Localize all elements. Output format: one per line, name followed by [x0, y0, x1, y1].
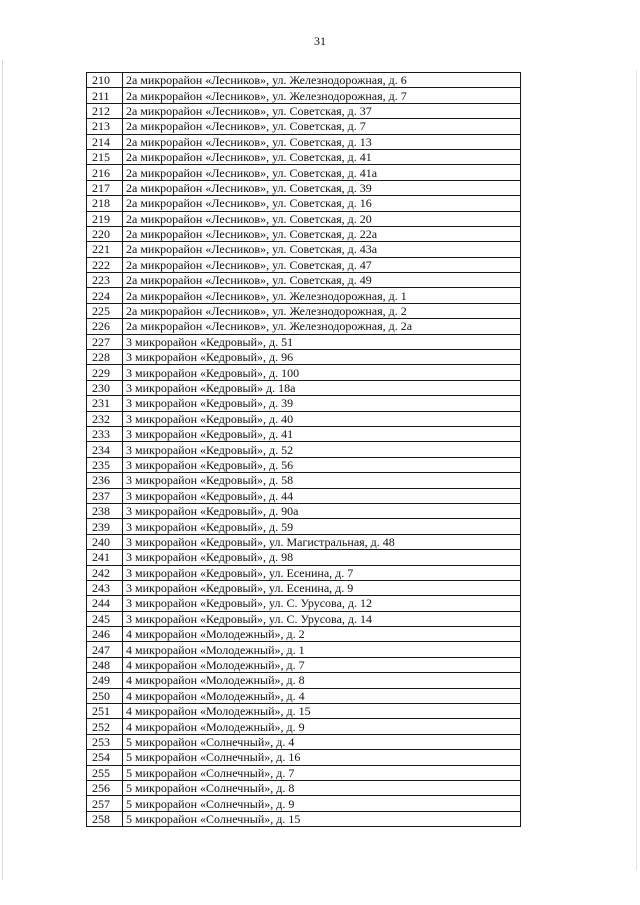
table-row [87, 180, 521, 195]
table-row [87, 119, 521, 134]
row-number: 244 [87, 596, 123, 611]
row-address: 2а микрорайон «Лесников», ул. Советская, д. 7 [123, 119, 521, 134]
row-address: 3 микрорайон «Кедровый», д. 51 [123, 334, 521, 349]
row-address: 2а микрорайон «Лесников», ул. Советская, д. 16 [123, 196, 521, 211]
row-address: 3 микрорайон «Кедровый», д. 39 [123, 396, 521, 411]
table-row [87, 334, 521, 349]
table-row [87, 704, 521, 719]
row-number: 254 [87, 750, 123, 765]
row-number: 246 [87, 627, 123, 642]
row-address: 4 микрорайон «Молодежный», д. 1 [123, 642, 521, 657]
row-number: 232 [87, 411, 123, 426]
row-address: 2а микрорайон «Лесников», ул. Железнодорожная, д. 1 [123, 288, 521, 303]
row-number: 245 [87, 611, 123, 626]
row-address: 3 микрорайон «Кедровый», ул. С. Урусова, д. 14 [123, 611, 521, 626]
row-number: 252 [87, 719, 123, 734]
row-number: 235 [87, 457, 123, 472]
scan-edge-right [636, 70, 637, 870]
page-number: 31 [314, 34, 326, 48]
table-row [87, 596, 521, 611]
address-table [86, 72, 521, 827]
table-row [87, 73, 521, 88]
table-row [87, 226, 521, 241]
row-address: 2а микрорайон «Лесников», ул. Советская, д. 20 [123, 211, 521, 226]
row-address: 4 микрорайон «Молодежный», д. 8 [123, 673, 521, 688]
row-number: 258 [87, 811, 123, 826]
table-row [87, 350, 521, 365]
row-address: 4 микрорайон «Молодежный», д. 4 [123, 688, 521, 703]
row-address: 3 микрорайон «Кедровый», д. 100 [123, 365, 521, 380]
row-address: 2а микрорайон «Лесников», ул. Железнодорожная, д. 2а [123, 319, 521, 334]
row-address: 2а микрорайон «Лесников», ул. Советская, д. 43а [123, 242, 521, 257]
table-row [87, 442, 521, 457]
row-address: 3 микрорайон «Кедровый», д. 96 [123, 350, 521, 365]
table-row [87, 457, 521, 472]
row-address: 5 микрорайон «Солнечный», д. 9 [123, 796, 521, 811]
row-number: 255 [87, 765, 123, 780]
table-row [87, 503, 521, 518]
row-number: 222 [87, 257, 123, 272]
row-address: 2а микрорайон «Лесников», ул. Советская, д. 41 [123, 149, 521, 164]
row-address: 3 микрорайон «Кедровый», д. 40 [123, 411, 521, 426]
table-row [87, 242, 521, 257]
row-number: 250 [87, 688, 123, 703]
table-row [87, 365, 521, 380]
table-row [87, 657, 521, 672]
row-address: 3 микрорайон «Кедровый», ул. С. Урусова, д. 12 [123, 596, 521, 611]
table-row [87, 750, 521, 765]
row-address: 3 микрорайон «Кедровый», д. 58 [123, 473, 521, 488]
row-number: 257 [87, 796, 123, 811]
row-address: 3 микрорайон «Кедровый», д. 56 [123, 457, 521, 472]
row-address: 5 микрорайон «Солнечный», д. 8 [123, 780, 521, 795]
row-number: 221 [87, 242, 123, 257]
row-number: 220 [87, 226, 123, 241]
row-address: 5 микрорайон «Солнечный», д. 16 [123, 750, 521, 765]
row-address: 2а микрорайон «Лесников», ул. Железнодорожная, д. 7 [123, 88, 521, 103]
table-row [87, 519, 521, 534]
table-row [87, 534, 521, 549]
row-address: 3 микрорайон «Кедровый», ул. Есенина, д. 7 [123, 565, 521, 580]
row-number: 243 [87, 580, 123, 595]
row-number: 239 [87, 519, 123, 534]
row-address: 4 микрорайон «Молодежный», д. 9 [123, 719, 521, 734]
row-number: 236 [87, 473, 123, 488]
row-address: 3 микрорайон «Кедровый», д. 44 [123, 488, 521, 503]
row-address: 3 микрорайон «Кедровый», д. 52 [123, 442, 521, 457]
table-row [87, 719, 521, 734]
row-address: 2а микрорайон «Лесников», ул. Советская, д. 13 [123, 134, 521, 149]
table-row [87, 734, 521, 749]
row-address: 2а микрорайон «Лесников», ул. Советская, д. 37 [123, 103, 521, 118]
row-number: 212 [87, 103, 123, 118]
row-number: 247 [87, 642, 123, 657]
row-address: 4 микрорайон «Молодежный», д. 2 [123, 627, 521, 642]
row-address: 3 микрорайон «Кедровый», д. 59 [123, 519, 521, 534]
table-row [87, 196, 521, 211]
table-row [87, 165, 521, 180]
table-row [87, 288, 521, 303]
row-number: 240 [87, 534, 123, 549]
row-address: 5 микрорайон «Солнечный», д. 4 [123, 734, 521, 749]
table-row [87, 611, 521, 626]
row-number: 233 [87, 426, 123, 441]
row-number: 224 [87, 288, 123, 303]
row-address: 2а микрорайон «Лесников», ул. Железнодорожная, д. 6 [123, 73, 521, 88]
row-number: 251 [87, 704, 123, 719]
table-row [87, 796, 521, 811]
row-number: 229 [87, 365, 123, 380]
row-address: 2а микрорайон «Лесников», ул. Советская, д. 39 [123, 180, 521, 195]
table-row [87, 273, 521, 288]
row-number: 249 [87, 673, 123, 688]
row-number: 228 [87, 350, 123, 365]
row-number: 253 [87, 734, 123, 749]
row-number: 216 [87, 165, 123, 180]
row-address: 2а микрорайон «Лесников», ул. Советская, д. 47 [123, 257, 521, 272]
row-number: 213 [87, 119, 123, 134]
row-address: 2а микрорайон «Лесников», ул. Советская, д. 22а [123, 226, 521, 241]
table-row [87, 688, 521, 703]
row-address: 3 микрорайон «Кедровый» д. 18а [123, 380, 521, 395]
table-row [87, 473, 521, 488]
row-address: 3 микрорайон «Кедровый», д. 41 [123, 426, 521, 441]
row-number: 225 [87, 303, 123, 318]
row-number: 210 [87, 73, 123, 88]
table-row [87, 426, 521, 441]
row-number: 214 [87, 134, 123, 149]
table-row [87, 488, 521, 503]
row-address: 4 микрорайон «Молодежный», д. 7 [123, 657, 521, 672]
row-number: 231 [87, 396, 123, 411]
table-row [87, 134, 521, 149]
row-number: 241 [87, 550, 123, 565]
row-number: 227 [87, 334, 123, 349]
row-address: 3 микрорайон «Кедровый», д. 98 [123, 550, 521, 565]
row-number: 248 [87, 657, 123, 672]
row-number: 215 [87, 149, 123, 164]
row-number: 223 [87, 273, 123, 288]
row-address: 2а микрорайон «Лесников», ул. Железнодорожная, д. 2 [123, 303, 521, 318]
row-number: 238 [87, 503, 123, 518]
table-row [87, 396, 521, 411]
table-row [87, 88, 521, 103]
row-number: 211 [87, 88, 123, 103]
row-number: 219 [87, 211, 123, 226]
row-address: 2а микрорайон «Лесников», ул. Советская, д. 41а [123, 165, 521, 180]
row-number: 217 [87, 180, 123, 195]
row-number: 242 [87, 565, 123, 580]
table-row [87, 303, 521, 318]
table-row [87, 642, 521, 657]
row-address: 3 микрорайон «Кедровый», ул. Есенина, д. 9 [123, 580, 521, 595]
scan-edge-left [2, 60, 3, 880]
row-address: 3 микрорайон «Кедровый», ул. Магистральная, д. 48 [123, 534, 521, 549]
row-address: 4 микрорайон «Молодежный», д. 15 [123, 704, 521, 719]
table-row [87, 550, 521, 565]
row-address: 2а микрорайон «Лесников», ул. Советская, д. 49 [123, 273, 521, 288]
table-row [87, 780, 521, 795]
table-row [87, 257, 521, 272]
row-address: 5 микрорайон «Солнечный», д. 7 [123, 765, 521, 780]
row-number: 234 [87, 442, 123, 457]
table-row [87, 149, 521, 164]
table-row [87, 565, 521, 580]
table-row [87, 673, 521, 688]
row-number: 237 [87, 488, 123, 503]
row-address: 5 микрорайон «Солнечный», д. 15 [123, 811, 521, 826]
table-row [87, 411, 521, 426]
table-row [87, 103, 521, 118]
row-number: 218 [87, 196, 123, 211]
table-row [87, 380, 521, 395]
table-row [87, 211, 521, 226]
table-row [87, 627, 521, 642]
table-row [87, 811, 521, 826]
row-number: 230 [87, 380, 123, 395]
row-address: 3 микрорайон «Кедровый», д. 90а [123, 503, 521, 518]
table-row [87, 319, 521, 334]
row-number: 256 [87, 780, 123, 795]
table-row [87, 765, 521, 780]
table-row [87, 580, 521, 595]
row-number: 226 [87, 319, 123, 334]
